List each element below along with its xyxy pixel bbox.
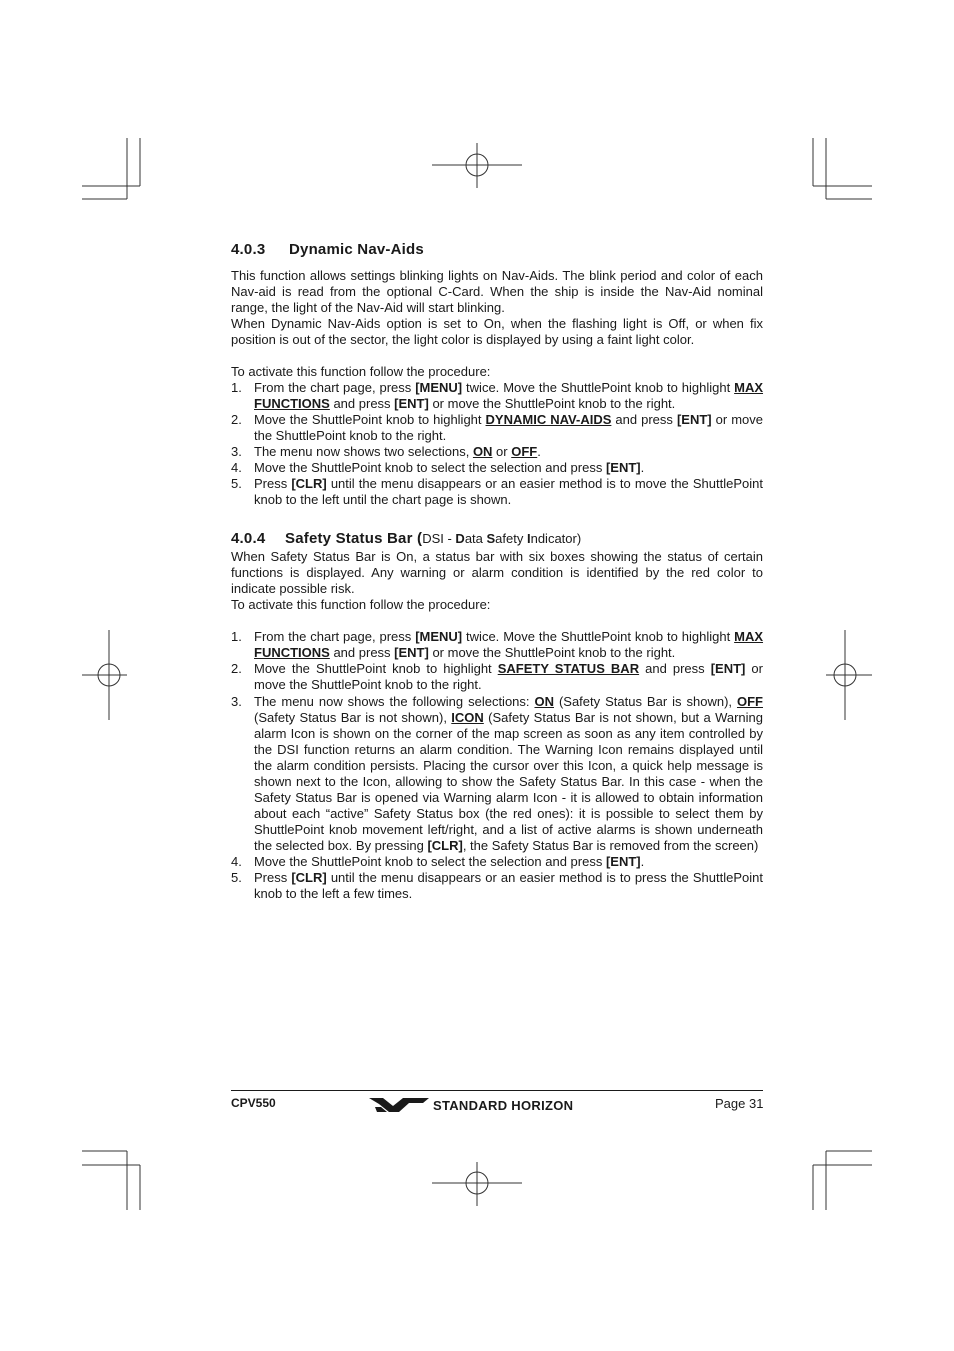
section-heading-dynamic-nav-aids	[231, 241, 424, 258]
list-item: 4. Move the ShuttlePoint knob to select the selection and press [ENT].	[231, 854, 645, 869]
brand-logo	[369, 1096, 573, 1114]
procedure-intro: To activate this function follow the procedure:	[231, 364, 491, 379]
section-title: Dynamic Nav-Aids	[289, 241, 424, 258]
list-item: 3. The menu now shows two selections, ON or OFF.	[231, 444, 541, 459]
list-item: 3. The menu now shows the following selections: ON (Safety Status Bar is shown), OFF (Safety Status Bar is not shown), ICON (Safety Status Bar is not shown, but a Warning alarm Icon is shown on the corner of the map screen as soon as any item controlled by the DSI function returns an alarm condition. The Warning Icon remains displayed until the alarm condition persists. Placing the cursor over this Icon, a quick help message is shown next to the Icon, allowing to show the Safety Status Bar. In this case - when the Safety Status Bar is opened via Warning alarm Icon - it is allowed to obtain information about each “active” Safety Status box (the red ones): it is possible to select them by ShuttlePoint knob movement left/right, and a list of active alarms is shown underneath the selected box. By pressing [CLR], the Safety Status Bar is removed from the screen)	[231, 694, 764, 853]
list-item: 5. Press [CLR] until the menu disappears or an easier method is to press the ShuttlePoint knob to the left a few times.	[231, 870, 763, 901]
paragraph-description: When Safety Status Bar is On, a status bar with six boxes showing the status of certain functions is displayed. Any warning or alarm condition is identified by the red color to indicate possible risk.	[231, 549, 763, 596]
section-heading-safety-status-bar	[231, 530, 581, 547]
section-number: 4.0.3	[231, 241, 266, 258]
brand-name: STANDARD HORIZON	[433, 1097, 574, 1113]
list-item: 2. Move the ShuttlePoint knob to highlight DYNAMIC NAV-AIDS and press [ENT] or move the ShuttlePoint knob to the right.	[231, 412, 763, 443]
list-item: 2. Move the ShuttlePoint knob to highlight SAFETY STATUS BAR and press [ENT] or move the ShuttlePoint knob to the right.	[231, 661, 763, 692]
section-subtitle: DSI - Data Safety Indicator)	[422, 531, 582, 546]
paragraph-intro: This function allows settings blinking lights on Nav-Aids. The blink period and color of each Nav-aid is read from the optional C-Card. When the ship is inside the Nav-Aid nominal range, the light of the Nav-Aid will start blinking.	[231, 268, 763, 315]
list-item: 4. Move the ShuttlePoint knob to select the selection and press [ENT].	[231, 460, 645, 475]
footer-divider	[231, 1090, 763, 1091]
section-title: Safety Status Bar (	[285, 530, 423, 547]
procedure-intro: To activate this function follow the procedure:	[231, 597, 491, 612]
standard-horizon-logo-icon	[369, 1096, 429, 1114]
list-item: 5. Press [CLR] until the menu disappears or an easier method is to move the ShuttlePoint knob to the left until the chart page is shown.	[231, 476, 763, 507]
list-item: 1. From the chart page, press [MENU] twice. Move the ShuttlePoint knob to highlight MAX FUNCTIONS and press [ENT] or move the ShuttlePoint knob to the right.	[231, 380, 764, 411]
section-number: 4.0.4	[231, 530, 266, 547]
footer-model: CPV550	[231, 1096, 276, 1110]
procedure-list	[231, 380, 763, 508]
paragraph-description: When Dynamic Nav-Aids option is set to On, when the flashing light is Off, or when fix position is out of the sector, the light color is displayed by using a faint light color.	[231, 316, 763, 347]
list-item: 1. From the chart page, press [MENU] twice. Move the ShuttlePoint knob to highlight MAX FUNCTIONS and press [ENT] or move the ShuttlePoint knob to the right.	[231, 629, 764, 660]
procedure-list	[231, 629, 763, 902]
page-number: Page 31	[715, 1096, 764, 1111]
